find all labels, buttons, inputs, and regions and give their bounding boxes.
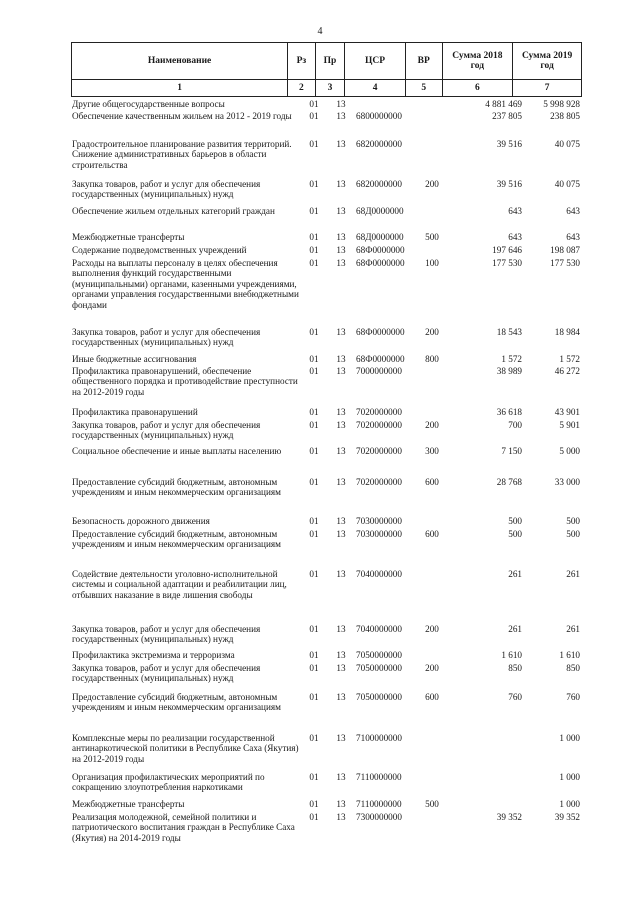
header-index-1: 1 bbox=[72, 80, 288, 97]
row-rz: 01 bbox=[309, 446, 319, 456]
row-name: Содействие деятельности уголовно-исполнительной системы и социальной адаптации и реабилитации лиц, отбывших наказание в виде лишения свободы bbox=[72, 569, 287, 600]
row-csr: 7030000000 bbox=[356, 516, 402, 526]
row-name: Закупка товаров, работ и услуг для обеспечения государственных (муниципальных) нужд bbox=[72, 663, 261, 684]
row-pr: 13 bbox=[336, 258, 346, 268]
row-rz: 01 bbox=[309, 232, 319, 242]
row-s19: 1 000 bbox=[559, 799, 580, 809]
row-pr: 13 bbox=[336, 206, 346, 216]
header-index-5: 5 bbox=[405, 80, 442, 97]
row-name: Закупка товаров, работ и услуг для обеспечения государственных (муниципальных) нужд bbox=[72, 327, 261, 348]
row-rz: 01 bbox=[309, 663, 319, 673]
row-csr: 7020000000 bbox=[356, 420, 402, 430]
row-s18: 261 bbox=[508, 569, 522, 579]
row-name: Обеспечение жильем отдельных категорий граждан bbox=[72, 206, 275, 216]
header-vr: ВР bbox=[405, 43, 442, 80]
row-s19: 5 901 bbox=[559, 420, 580, 430]
row-rz: 01 bbox=[309, 111, 319, 121]
row-s19: 261 bbox=[566, 624, 580, 634]
row-rz: 01 bbox=[309, 799, 319, 809]
row-rz: 01 bbox=[309, 206, 319, 216]
row-name: Закупка товаров, работ и услуг для обеспечения государственных (муниципальных) нужд bbox=[72, 179, 261, 200]
row-rz: 01 bbox=[309, 179, 319, 189]
row-name: Реализация молодежной, семейной политики и патриотического воспитания граждан в Республике Саха (Якутия) на 2014-2019 годы bbox=[72, 812, 295, 843]
header-index-7: 7 bbox=[513, 80, 582, 97]
row-csr: 7050000000 bbox=[356, 663, 402, 673]
row-csr: 68Ф0000000 bbox=[356, 258, 405, 268]
row-pr: 13 bbox=[336, 179, 346, 189]
row-s18: 38 989 bbox=[496, 366, 522, 376]
row-csr: 7020000000 bbox=[356, 477, 402, 487]
row-vr: 200 bbox=[425, 327, 439, 337]
row-vr: 600 bbox=[425, 529, 439, 539]
row-pr: 13 bbox=[336, 516, 346, 526]
row-rz: 01 bbox=[309, 772, 319, 782]
row-s19: 39 352 bbox=[554, 812, 580, 822]
row-s18: 177 530 bbox=[492, 258, 522, 268]
row-name: Межбюджетные трансферты bbox=[72, 799, 185, 809]
row-rz: 01 bbox=[309, 529, 319, 539]
row-pr: 13 bbox=[336, 420, 346, 430]
row-name: Обеспечение качественным жильем на 2012 - 2019 годы bbox=[72, 111, 292, 121]
row-s18: 1 572 bbox=[501, 354, 522, 364]
row-pr: 13 bbox=[336, 650, 346, 660]
row-name: Градостроительное планирование развития территорий. Снижение административных барьеров в области строительства bbox=[72, 139, 292, 170]
row-rz: 01 bbox=[309, 650, 319, 660]
row-vr: 200 bbox=[425, 624, 439, 634]
row-rz: 01 bbox=[309, 327, 319, 337]
row-name: Иные бюджетные ассигнования bbox=[72, 354, 197, 364]
row-pr: 13 bbox=[336, 354, 346, 364]
row-name: Предоставление субсидий бюджетным, автономным учреждениям и иным некоммерческим организациям bbox=[72, 477, 281, 498]
row-csr: 7000000000 bbox=[356, 366, 402, 376]
row-name: Закупка товаров, работ и услуг для обеспечения государственных (муниципальных) нужд bbox=[72, 624, 261, 645]
row-s19: 500 bbox=[566, 516, 580, 526]
row-s18: 197 646 bbox=[492, 245, 522, 255]
row-vr: 500 bbox=[425, 799, 439, 809]
row-s18: 760 bbox=[508, 692, 522, 702]
row-vr: 600 bbox=[425, 477, 439, 487]
row-name: Профилактика правонарушений bbox=[72, 407, 198, 417]
header-index-4: 4 bbox=[345, 80, 406, 97]
row-s19: 850 bbox=[566, 663, 580, 673]
row-csr: 7110000000 bbox=[356, 799, 402, 809]
row-pr: 13 bbox=[336, 799, 346, 809]
row-csr: 7050000000 bbox=[356, 650, 402, 660]
row-s19: 40 075 bbox=[554, 139, 580, 149]
header-index-3: 3 bbox=[315, 80, 345, 97]
row-s18: 643 bbox=[508, 206, 522, 216]
row-name: Расходы на выплаты персоналу в целях обеспечения выполнения функций государственными (муниципальными) органами, казенными учреждениями, органами управления государственными внебюджетными фондами bbox=[72, 258, 299, 310]
row-name: Закупка товаров, работ и услуг для обеспечения государственных (муниципальных) нужд bbox=[72, 420, 261, 441]
row-csr: 7040000000 bbox=[356, 569, 402, 579]
row-csr: 7050000000 bbox=[356, 692, 402, 702]
row-pr: 13 bbox=[336, 692, 346, 702]
row-name: Содержание подведомственных учреждений bbox=[72, 245, 247, 255]
row-rz: 01 bbox=[309, 692, 319, 702]
row-rz: 01 bbox=[309, 245, 319, 255]
page-number: 4 bbox=[317, 26, 323, 37]
row-csr: 68Ф0000000 bbox=[356, 354, 405, 364]
row-pr: 13 bbox=[336, 624, 346, 634]
row-csr: 7020000000 bbox=[356, 446, 402, 456]
row-s18: 4 881 469 bbox=[485, 99, 522, 109]
row-csr: 68Ф0000000 bbox=[356, 245, 405, 255]
row-pr: 13 bbox=[336, 232, 346, 242]
row-s19: 18 984 bbox=[554, 327, 580, 337]
header-name: Наименование bbox=[72, 43, 288, 80]
row-s18: 850 bbox=[508, 663, 522, 673]
row-pr: 13 bbox=[336, 99, 346, 109]
row-pr: 13 bbox=[336, 569, 346, 579]
row-s19: 40 075 bbox=[554, 179, 580, 189]
row-vr: 600 bbox=[425, 692, 439, 702]
row-csr: 68Д0000000 bbox=[356, 232, 404, 242]
row-s18: 39 516 bbox=[496, 139, 522, 149]
row-s18: 237 805 bbox=[492, 111, 522, 121]
row-name: Социальное обеспечение и иные выплаты населению bbox=[72, 446, 282, 456]
row-s19: 643 bbox=[566, 206, 580, 216]
row-rz: 01 bbox=[309, 420, 319, 430]
row-pr: 13 bbox=[336, 772, 346, 782]
header-sum-2019: Сумма 2019 год bbox=[513, 43, 582, 80]
row-s18: 39 516 bbox=[496, 179, 522, 189]
row-s18: 643 bbox=[508, 232, 522, 242]
row-s19: 177 530 bbox=[550, 258, 580, 268]
row-csr: 7030000000 bbox=[356, 529, 402, 539]
row-csr: 7020000000 bbox=[356, 407, 402, 417]
row-name: Профилактика экстремизма и терроризма bbox=[72, 650, 235, 660]
header-sum-2018: Сумма 2018 год bbox=[442, 43, 513, 80]
row-s19: 238 805 bbox=[550, 111, 580, 121]
row-rz: 01 bbox=[309, 258, 319, 268]
row-s19: 5 998 928 bbox=[543, 99, 580, 109]
header-pr: Пр bbox=[315, 43, 345, 80]
row-pr: 13 bbox=[336, 407, 346, 417]
row-s19: 1 000 bbox=[559, 733, 580, 743]
row-rz: 01 bbox=[309, 354, 319, 364]
row-s18: 261 bbox=[508, 624, 522, 634]
row-s19: 760 bbox=[566, 692, 580, 702]
row-pr: 13 bbox=[336, 111, 346, 121]
row-vr: 200 bbox=[425, 663, 439, 673]
row-pr: 13 bbox=[336, 446, 346, 456]
row-s19: 643 bbox=[566, 232, 580, 242]
row-rz: 01 bbox=[309, 366, 319, 376]
row-pr: 13 bbox=[336, 663, 346, 673]
row-pr: 13 bbox=[336, 529, 346, 539]
row-pr: 13 bbox=[336, 477, 346, 487]
row-rz: 01 bbox=[309, 624, 319, 634]
row-name: Межбюджетные трансферты bbox=[72, 232, 185, 242]
row-s18: 500 bbox=[508, 516, 522, 526]
row-s18: 500 bbox=[508, 529, 522, 539]
row-s18: 18 543 bbox=[496, 327, 522, 337]
row-rz: 01 bbox=[309, 99, 319, 109]
row-s18: 28 768 bbox=[496, 477, 522, 487]
row-csr: 7110000000 bbox=[356, 772, 402, 782]
row-pr: 13 bbox=[336, 366, 346, 376]
header-csr: ЦСР bbox=[345, 43, 406, 80]
row-vr: 200 bbox=[425, 179, 439, 189]
row-s19: 46 272 bbox=[554, 366, 580, 376]
row-name: Комплексные меры по реализации государственной антинаркотической политики в Республике Саха (Якутия) на 2012-2019 годы bbox=[72, 733, 299, 764]
row-s19: 1 000 bbox=[559, 772, 580, 782]
row-pr: 13 bbox=[336, 733, 346, 743]
row-vr: 800 bbox=[425, 354, 439, 364]
row-csr: 6820000000 bbox=[356, 139, 402, 149]
row-rz: 01 bbox=[309, 477, 319, 487]
row-s19: 43 901 bbox=[554, 407, 580, 417]
row-name: Предоставление субсидий бюджетным, автономным учреждениям и иным некоммерческим организациям bbox=[72, 692, 281, 713]
row-s18: 36 618 bbox=[496, 407, 522, 417]
row-csr: 7300000000 bbox=[356, 812, 402, 822]
header-rz: Рз bbox=[288, 43, 315, 80]
header-index-2: 2 bbox=[288, 80, 315, 97]
row-csr: 7040000000 bbox=[356, 624, 402, 634]
row-rz: 01 bbox=[309, 139, 319, 149]
row-pr: 13 bbox=[336, 139, 346, 149]
row-rz: 01 bbox=[309, 516, 319, 526]
row-csr: 6820000000 bbox=[356, 179, 402, 189]
row-s18: 7 150 bbox=[501, 446, 522, 456]
row-s19: 5 000 bbox=[559, 446, 580, 456]
row-vr: 500 bbox=[425, 232, 439, 242]
row-csr: 68Ф0000000 bbox=[356, 327, 405, 337]
row-s18: 700 bbox=[508, 420, 522, 430]
row-vr: 200 bbox=[425, 420, 439, 430]
row-s19: 198 087 bbox=[550, 245, 580, 255]
row-s18: 1 610 bbox=[501, 650, 522, 660]
row-vr: 300 bbox=[425, 446, 439, 456]
row-s19: 1 610 bbox=[559, 650, 580, 660]
row-csr: 68Д0000000 bbox=[356, 206, 404, 216]
row-name: Другие общегосударственные вопросы bbox=[72, 99, 225, 109]
row-pr: 13 bbox=[336, 245, 346, 255]
row-pr: 13 bbox=[336, 327, 346, 337]
header-index-6: 6 bbox=[442, 80, 513, 97]
row-s19: 1 572 bbox=[559, 354, 580, 364]
row-s19: 500 bbox=[566, 529, 580, 539]
row-s19: 261 bbox=[566, 569, 580, 579]
row-s19: 33 000 bbox=[554, 477, 580, 487]
row-name: Предоставление субсидий бюджетным, автономным учреждениям и иным некоммерческим организациям bbox=[72, 529, 281, 550]
row-pr: 13 bbox=[336, 812, 346, 822]
row-name: Профилактика правонарушений, обеспечение общественного порядка и противодействие преступности на 2012-2019 годы bbox=[72, 366, 298, 397]
row-rz: 01 bbox=[309, 733, 319, 743]
row-name: Организация профилактических мероприятий по сокращению злоупотребления наркотиками bbox=[72, 772, 265, 793]
row-vr: 100 bbox=[425, 258, 439, 268]
row-csr: 7100000000 bbox=[356, 733, 402, 743]
row-s18: 39 352 bbox=[496, 812, 522, 822]
row-name: Безопасность дорожного движения bbox=[72, 516, 210, 526]
row-rz: 01 bbox=[309, 812, 319, 822]
row-csr: 6800000000 bbox=[356, 111, 402, 121]
row-rz: 01 bbox=[309, 407, 319, 417]
row-rz: 01 bbox=[309, 569, 319, 579]
